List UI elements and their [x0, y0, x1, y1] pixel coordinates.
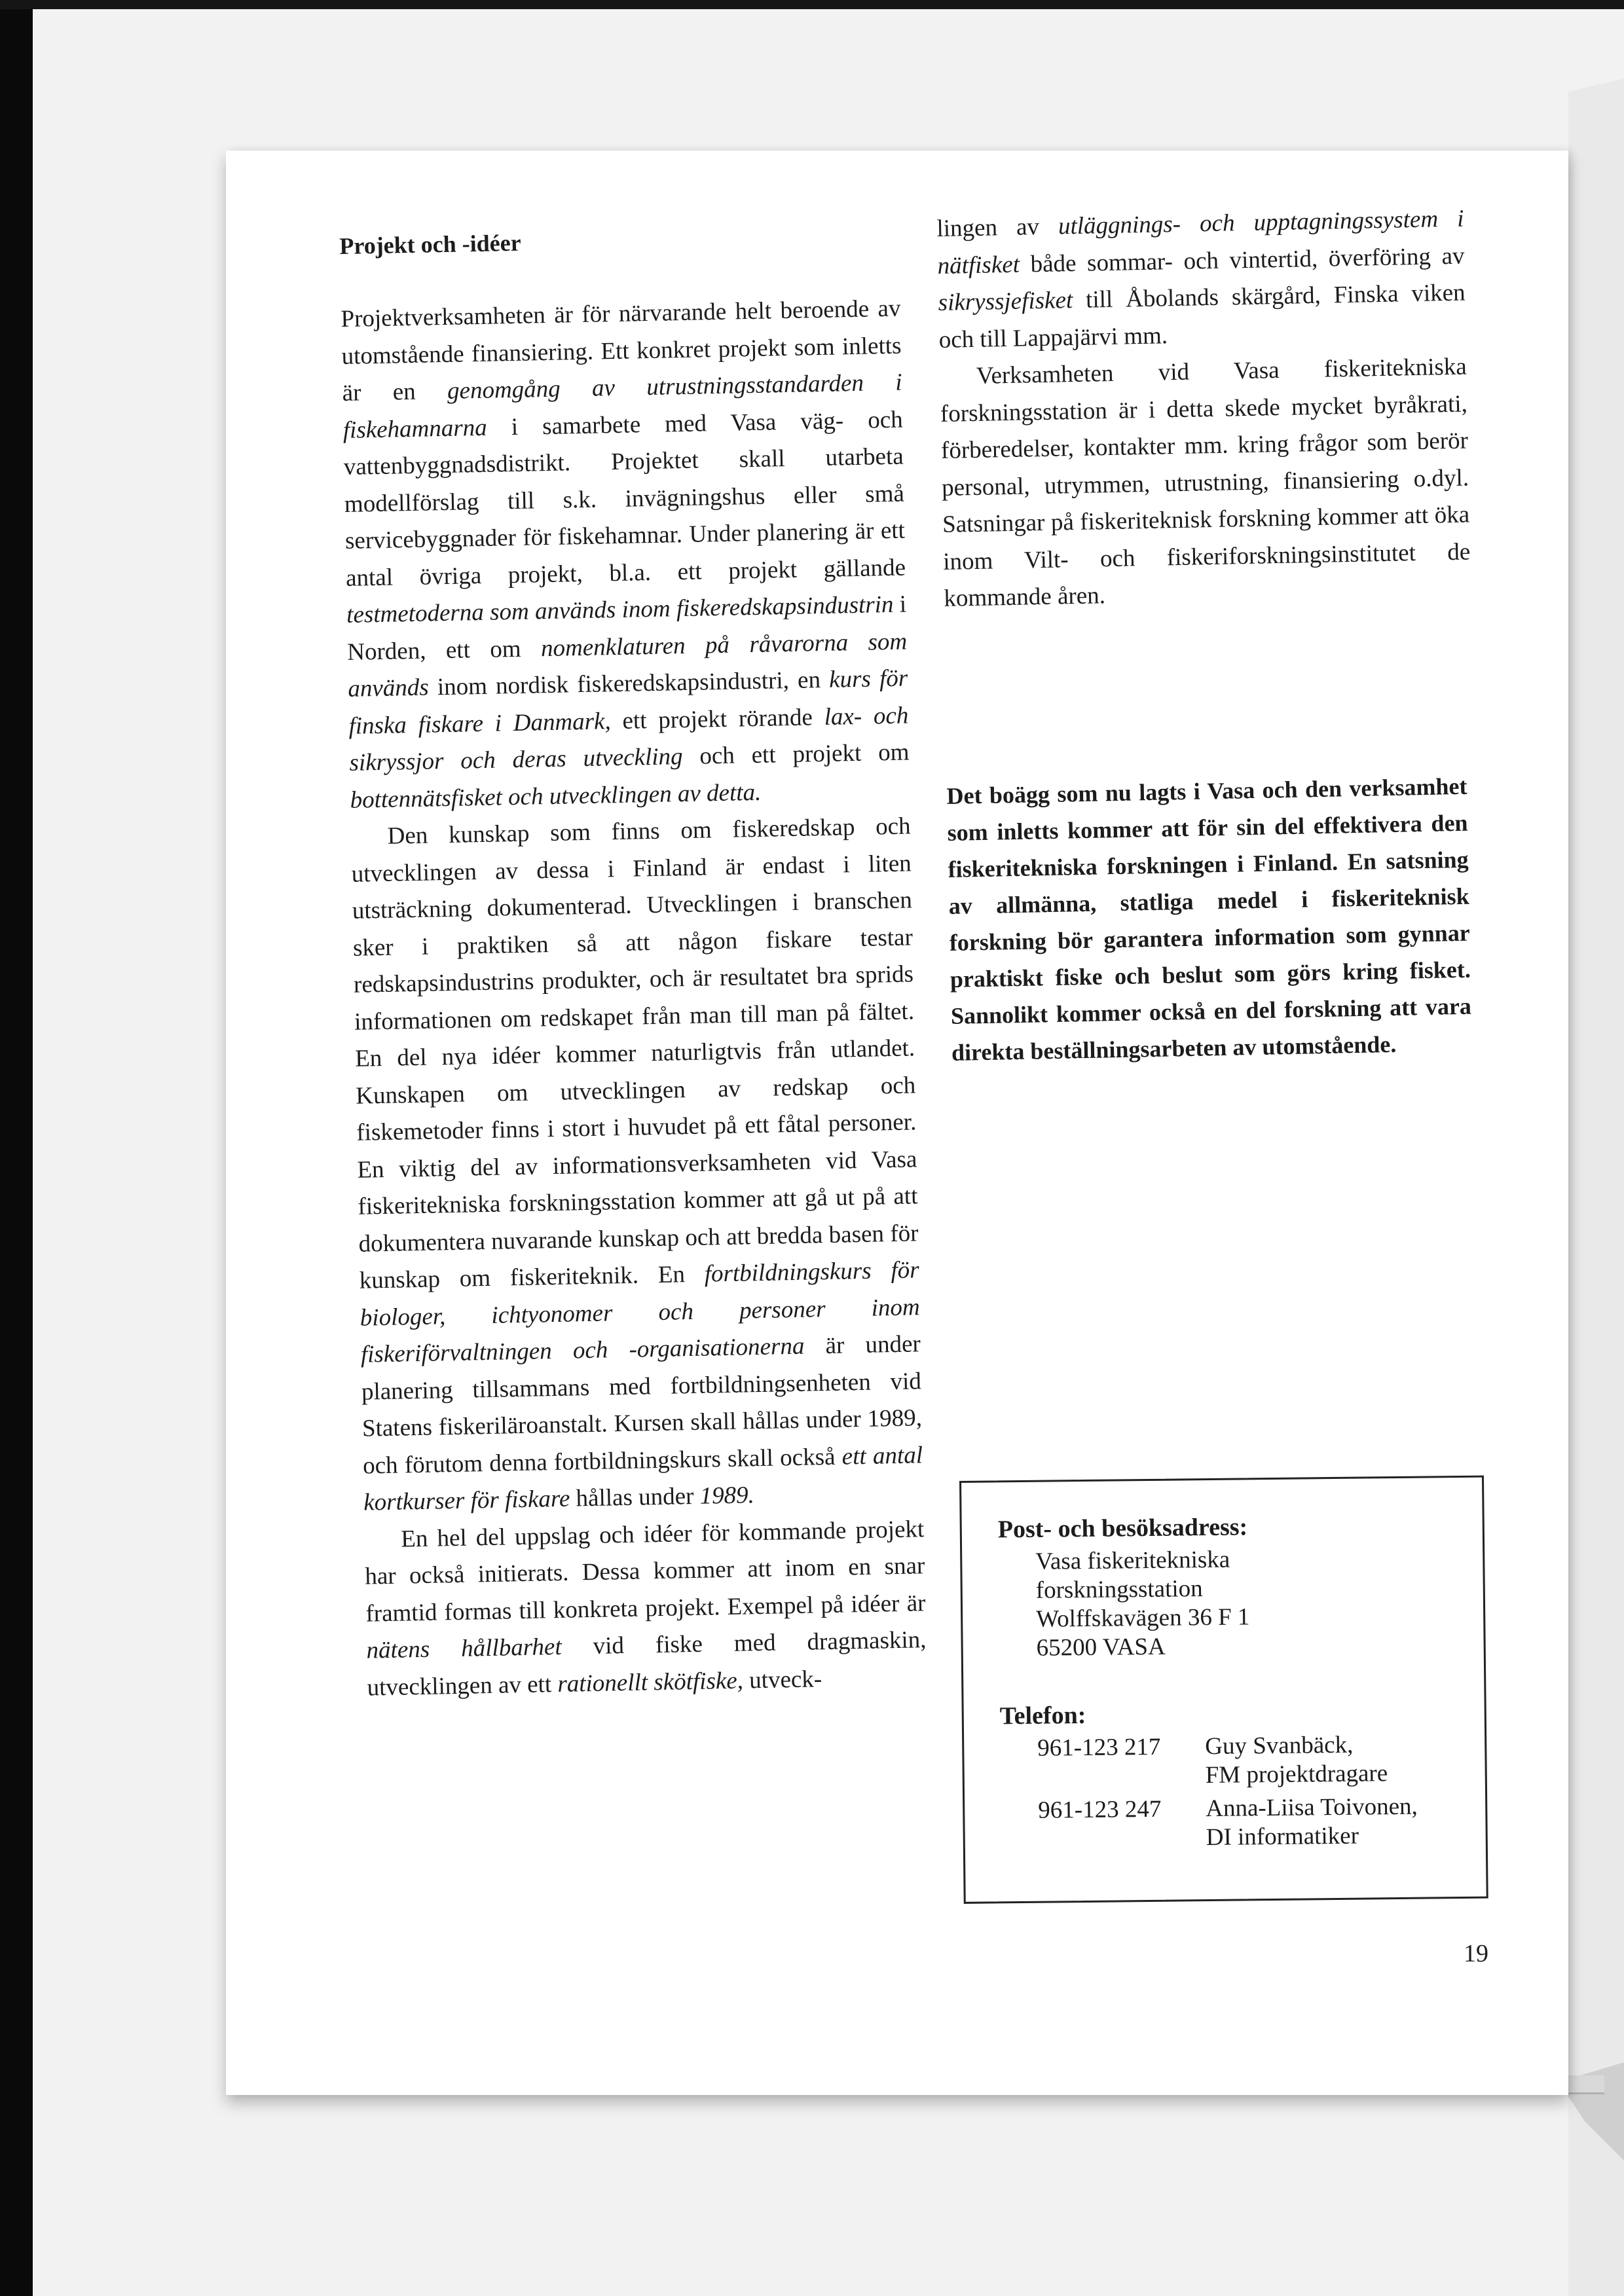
contact-phone: 961-123 217 — [1037, 1733, 1161, 1762]
body-text: hållas under — [569, 1482, 700, 1512]
emphasis-text: 1989. — [699, 1482, 755, 1510]
right-column — [936, 201, 1471, 618]
emphasis-text: lax- och sikryssjor och deras utveckling — [349, 701, 909, 776]
contact-title: FM projektdragare — [1205, 1760, 1388, 1789]
address-box — [959, 1476, 1488, 1904]
phone-heading: Telefon: — [999, 1701, 1086, 1730]
body-text: Den kunskap som finns om fiskeredskap och utvecklingen av dessa i Finland är endast i liten utsträckning dokumenterad. Utvecklingen i branschen sker i praktiken så att någon fiskare testar redskapsindustrins produkter, och är resultatet bra sprids informationen om redskapet från man till man på fältet. En del nya idéer kommer naturligtvis från utlandet. Kunskapen om utvecklingen av redskap och fiskemetoder finns i stort i huvudet på ett fåtal personer. En viktig del av informationsverksamheten vid Vasa fiskeritekniska forskningsstation kommer att gå ut på att dokumentera nuvarande kunskap och att bredda basen för kunskap om fiskeriteknik. En — [351, 812, 919, 1294]
emphasis-text: genomgång av utrustningsstandarden i fiskehamnarna — [342, 369, 902, 444]
emphasis-text: nomenklaturen på råvarorna som används — [347, 627, 908, 702]
callout-text: Det boägg som nu lagts i Vasa och den verksamhet som inletts kommer att för sin del effektivera den fiskeritekniska forskningen i Finland. En satsning av allmänna, statliga medel i fiskeriteknisk forskning bör garantera information som gynnar praktiskt fiske och beslut som görs kring fisket. Sannolikt kommer också en del forskning att vara direkta beställningsarbeten av utomstående. — [946, 773, 1472, 1066]
body-paragraph — [364, 1511, 927, 1707]
scanner-edge-left — [0, 0, 33, 2296]
emphasis-text: bottennätsfisket och utvecklingen av detta. — [350, 778, 762, 814]
body-text: En hel del uppslag och idéer för kommande projekt har också initierats. Dessa kommer att inom en snar framtid formas till konkreta projekt. Exempel på idéer är — [365, 1515, 926, 1628]
emphasis-text: fortbildningskurs för biologer, ichtyonomer och personer inom fiskeriförvaltningen och -organisationerna — [360, 1256, 921, 1368]
left-column — [341, 291, 927, 1707]
contact-name: Anna-Liisa Toivonen, — [1206, 1793, 1418, 1823]
contact-title: DI informatiker — [1206, 1822, 1359, 1851]
emphasis-text: rationellt skötfiske, — [557, 1667, 744, 1698]
contact-name: Guy Svanbäck, — [1205, 1731, 1354, 1760]
emphasis-text: nätens hållbarhet — [366, 1633, 563, 1664]
body-text: i Norden, ett om — [346, 591, 907, 666]
body-paragraph — [936, 201, 1466, 359]
emphasis-text: sikryssjefisket — [938, 287, 1073, 316]
emphasis-text: testmetoderna som används inom fiskeredskapsindustrin — [346, 591, 894, 629]
body-text: i samarbete med Vasa väg- och vattenbyggnadsdistrikt. Projektet skall utarbeta modellförslag till s.k. invägningshus eller små servicebyggnader för fiskehamnar. Under planering är ett antal övriga projekt, bl.a. ett projekt gällande — [343, 406, 906, 592]
page-number: 19 — [1464, 1940, 1488, 1967]
address-line: Wolffskavägen 36 F 1 — [1036, 1603, 1250, 1633]
contact-phone: 961-123 247 — [1038, 1795, 1162, 1824]
address-heading: Post- och besöksadress: — [997, 1513, 1248, 1544]
body-paragraph — [341, 291, 910, 819]
body-text: ett projekt rörande — [610, 703, 824, 735]
body-paragraph — [939, 349, 1471, 618]
body-text: är under planering tillsammans med fortbildningsenheten vid Statens fiskeriläroanstalt. Kursen skall hållas under 1989, och förutom denna fortbildningskurs skall också — [361, 1330, 923, 1480]
body-text: till Åbolands skärgård, Finska viken och till Lappajärvi mm. — [938, 279, 1466, 354]
body-text: inom nordisk fiskeredskapsindustri, en — [428, 666, 830, 701]
body-text: både sommar- och vintertid, överföring av — [1019, 242, 1465, 278]
body-paragraph — [350, 808, 923, 1522]
address-line: forskningsstation — [1035, 1575, 1203, 1604]
scanner-edge-top — [0, 0, 1624, 9]
emphasis-text: ett antal kortkurser för fiskare — [363, 1441, 923, 1516]
address-line: 65200 VASA — [1036, 1633, 1166, 1662]
body-text: lingen av — [936, 213, 1059, 242]
section-heading: Projekt och -idéer — [339, 229, 521, 259]
body-text: utveck- — [743, 1665, 822, 1694]
body-text: Projektverksamheten är för närvarande helt beroende av utomstående finansiering. Ett konkret projekt som inletts är en — [341, 295, 902, 407]
emphasis-text: utläggnings- och upptagningssystem i nätfisket — [937, 205, 1464, 280]
body-text: och ett projekt om — [682, 738, 910, 771]
address-lines — [1035, 1545, 1250, 1662]
body-text: vid fiske med dragmaskin, utvecklingen av ett — [367, 1626, 927, 1702]
body-text: Verksamheten vid Vasa fiskeritekniska forskningsstation är i detta skede mycket byråkrati, förberedelser, kontakter mm. kring frågor som berör personal, utrymmen, utrustning, finansiering o.dyl. Satsningar på fiskeriteknisk forskning kommer att öka inom Vilt- och fiskeriforskningsinstitutet de kommande åren. — [940, 353, 1471, 612]
emphasis-text: kurs för finska fiskare i Danmark, — [348, 665, 908, 740]
address-line: Vasa fiskeritekniska — [1035, 1546, 1230, 1575]
